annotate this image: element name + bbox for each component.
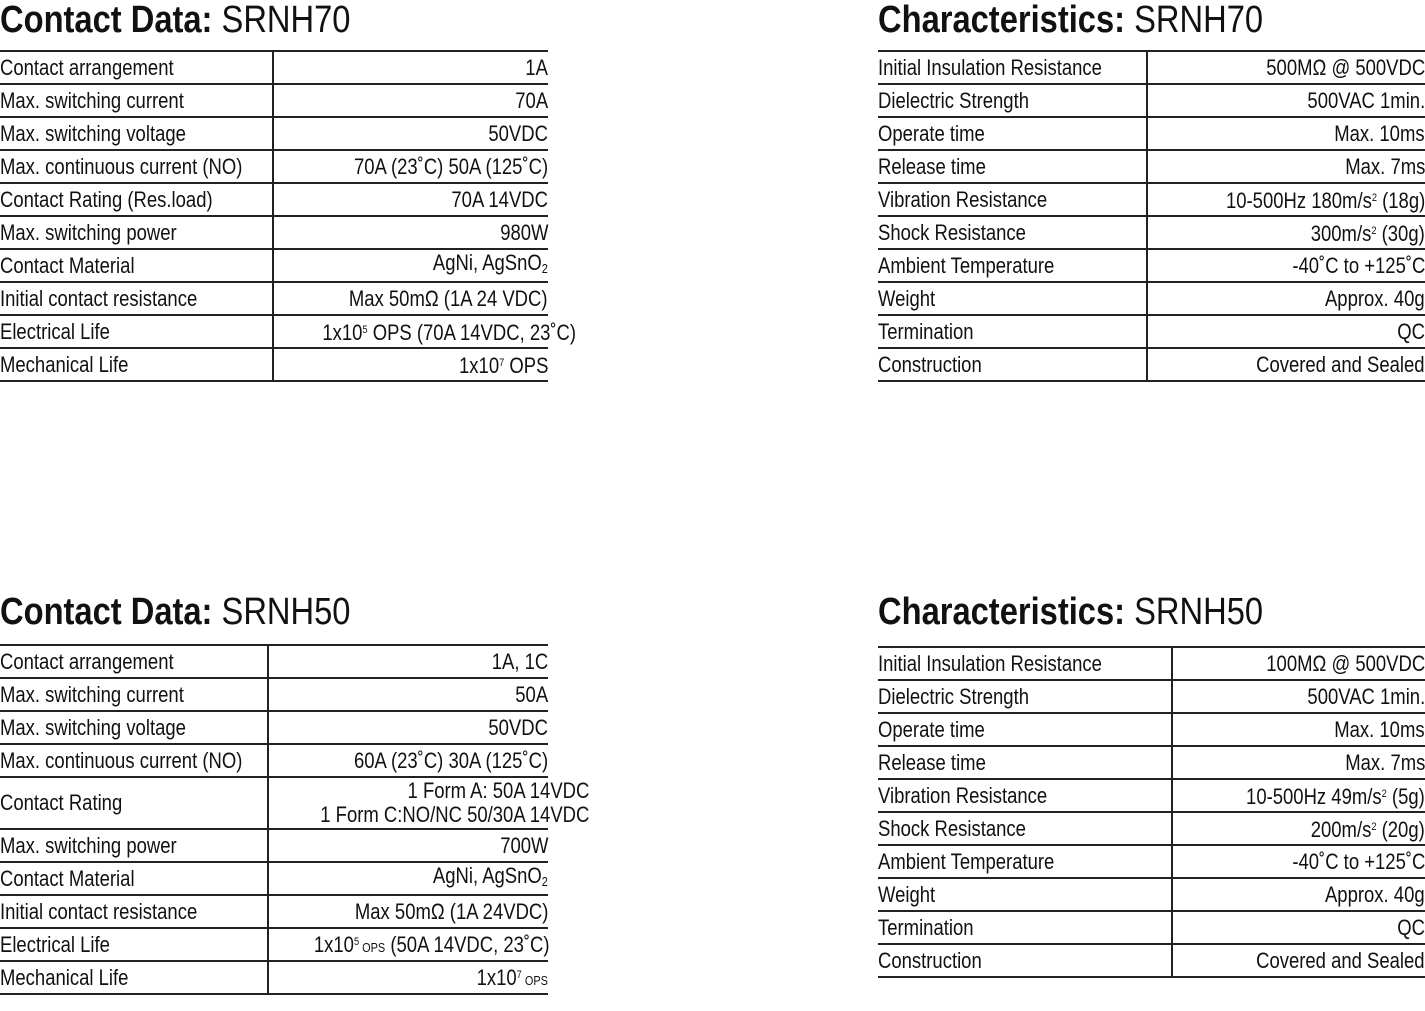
table-row [0,183,548,216]
table-row [878,117,1425,150]
row-value: Max 50mΩ (1A 24 VDC) [349,285,548,311]
row-label-cell [0,315,273,348]
row-value: Max. 7ms [1344,153,1425,179]
row-label: Max. switching voltage [0,714,186,740]
row-value: 980W [499,219,548,245]
row-value: 50A [515,681,548,707]
row-value-unit: OPS [359,939,386,955]
row-value: 1x10 [322,320,363,345]
table-row [0,117,548,150]
row-label: Shock Resistance [878,219,1026,245]
row-label: Max. switching current [0,87,184,113]
row-label-cell [0,961,268,994]
row-value-unit: OPS [521,972,548,988]
table-row [878,183,1425,216]
row-value: 1x10 [313,931,354,957]
row-value-cell [1172,878,1425,911]
row-value-cell [1172,779,1425,812]
section-title-model: SRNH70 [221,0,351,41]
section-title-model: SRNH70 [1134,0,1264,41]
row-label-cell [878,812,1172,845]
row-label: Max. continuous current (NO) [0,153,243,179]
row-label-cell [0,744,268,777]
table-row [0,744,548,777]
row-value: 100MΩ @ 500VDC [1266,650,1425,676]
row-label: Weight [878,285,936,311]
row-label: Dielectric Strength [878,87,1029,113]
row-value: Max. 10ms [1334,716,1425,742]
table-row [878,216,1425,249]
row-label-cell [0,777,268,829]
row-label: Initial contact resistance [0,898,198,924]
table-row [878,944,1425,977]
row-value: Approx. 40g [1325,881,1425,907]
row-value-cell [1147,249,1425,282]
row-label: Operate time [878,120,985,146]
table-row [878,746,1425,779]
table-row [0,829,548,862]
table-row [878,812,1425,845]
row-value: 70A 14VDC [451,186,548,212]
table-row [878,249,1425,282]
row-label: Max. switching voltage [0,120,186,146]
row-label-cell [878,779,1172,812]
row-label: Contact arrangement [0,54,174,80]
row-label-cell [878,216,1147,249]
row-label-cell [878,878,1172,911]
row-label-cell [0,895,268,928]
table-row [0,348,548,381]
section-title [0,592,350,632]
table-row [878,51,1425,84]
row-label: Release time [878,153,986,179]
row-value-cell [268,961,548,994]
row-label-cell [878,911,1172,944]
row-label-cell [0,117,273,150]
table-row [878,348,1425,381]
table-row [0,895,548,928]
row-value-cell [1172,746,1425,779]
row-value-cell [1147,183,1425,216]
row-label-cell [878,746,1172,779]
row-label-cell [0,183,273,216]
row-label-cell [878,348,1147,381]
row-value-superscript: 7 [498,357,504,369]
row-value-suffix: (50A 14VDC, 23˚C) [385,931,550,957]
row-label: Max. switching power [0,219,177,245]
row-value-cell [273,150,548,183]
row-value-cell [273,249,548,282]
row-value: 500MΩ @ 500VDC [1266,54,1425,80]
table-row [0,645,548,678]
row-value-cell [273,216,548,249]
row-value-cell [268,777,590,829]
table-row [878,647,1425,680]
row-value-subscript: 2 [541,260,548,276]
row-value-suffix: (5g) [1386,784,1425,809]
row-value-cell [1147,282,1425,315]
row-value-cell [1147,51,1425,84]
table-row [878,315,1425,348]
row-value-cell [1172,647,1425,680]
row-value-suffix: (18g) [1376,188,1425,213]
row-label: Contact arrangement [0,648,174,674]
section-title [878,592,1263,632]
row-label: Contact Rating (Res.load) [0,186,213,212]
row-label-cell [878,845,1172,878]
spec-table [878,646,1425,978]
row-value-cell [268,895,548,928]
table-row [0,711,548,744]
row-label: Mechanical Life [0,964,129,990]
row-label-cell [0,282,273,315]
table-row [0,249,548,282]
row-value-superscript: 2 [1371,821,1377,833]
row-label-cell [878,680,1172,713]
row-label: Initial contact resistance [0,285,198,311]
row-value-cell [1172,845,1425,878]
row-value-cell [1147,84,1425,117]
row-value-cell [1147,216,1425,249]
row-value-cell [268,928,548,961]
contact-data-srnh50-section [0,591,590,1007]
row-value: 200m/s [1310,817,1372,842]
row-label-cell [878,713,1172,746]
row-value-superscript: 2 [1381,788,1387,800]
row-label: Construction [878,351,982,377]
row-label-cell [878,183,1147,216]
row-value: AgNi, AgSnO [433,862,542,888]
row-value-cell [273,117,548,150]
row-label: Electrical Life [0,931,110,957]
row-label: Vibration Resistance [878,782,1048,808]
row-value: -40˚C to +125˚C [1291,848,1425,874]
row-label-cell [0,216,273,249]
row-label: Max. switching current [0,681,184,707]
characteristics-srnh50-section [878,592,1425,982]
row-label-cell [878,51,1147,84]
row-label-cell [878,944,1172,977]
row-value: 70A [515,87,548,113]
row-label-cell [878,84,1147,117]
section-title-bold: Characteristics: [878,591,1126,633]
row-label-cell [0,51,273,84]
row-value-superscript: 5 [353,935,360,948]
table-row [878,845,1425,878]
row-value-superscript: 7 [516,968,522,981]
row-value-cell [273,315,577,348]
row-label: Operate time [878,716,985,742]
section-title-model: SRNH50 [1134,591,1264,633]
row-label-cell [0,862,268,895]
row-value: 10-500Hz 49m/s [1246,784,1382,809]
table-row [0,678,548,711]
row-value-cell [1147,348,1425,381]
table-row [0,216,548,249]
row-value-cell [268,744,548,777]
row-value-cell [268,711,548,744]
row-value-suffix: (20g) [1376,817,1425,842]
row-label: Initial Insulation Resistance [878,650,1102,676]
row-value: Max. 7ms [1344,749,1425,775]
table-row [878,779,1425,812]
section-title [0,0,350,40]
table-row [0,150,548,183]
row-label-cell [0,678,268,711]
table-row [0,928,548,961]
row-value: 500VAC 1min. [1307,87,1425,113]
row-value-subscript: 2 [541,873,548,889]
row-value: Max. 10ms [1334,120,1425,146]
row-value: 1 Form A: 50A 14VDC [407,778,590,803]
row-value: 50VDC [488,120,548,146]
row-value: Covered and Sealed [1256,947,1425,973]
row-label: Mechanical Life [0,351,129,377]
row-value-superscript: 5 [362,324,368,336]
row-label: Release time [878,749,986,775]
row-value-cell [1147,315,1425,348]
section-title [878,0,1263,40]
spec-table [878,50,1425,382]
row-label-cell [878,647,1172,680]
row-value: 1A [525,54,548,80]
row-value-cell [273,183,548,216]
row-value-cell [1172,944,1425,977]
row-value: 1x10 [476,964,517,990]
row-label-cell [0,829,268,862]
row-label: Termination [878,318,974,344]
table-row [878,713,1425,746]
row-label: Initial Insulation Resistance [878,54,1102,80]
row-value-cell [1172,680,1425,713]
row-label: Vibration Resistance [878,186,1048,212]
row-value-cell [273,282,548,315]
row-value: Approx. 40g [1325,285,1425,311]
row-value: 700W [499,832,548,858]
table-row [878,150,1425,183]
row-value: 1A, 1C [491,648,548,674]
row-label: Contact Material [0,865,135,891]
table-row [0,51,548,84]
row-value: -40˚C to +125˚C [1291,252,1425,278]
row-label: Ambient Temperature [878,848,1055,874]
row-label: Dielectric Strength [878,683,1029,709]
row-value: QC [1397,318,1425,344]
row-value-suffix: OPS (70A 14VDC, 23˚C) [367,320,577,345]
row-value-cell [1147,117,1425,150]
row-label-cell [0,348,273,381]
table-row [878,911,1425,944]
row-value: 50VDC [488,714,548,740]
row-label-cell [878,150,1147,183]
row-value-suffix: (30g) [1376,221,1425,246]
characteristics-srnh70-section [878,0,1425,385]
row-value: AgNi, AgSnO [433,249,542,275]
row-value: Max 50mΩ (1A 24VDC) [354,898,548,924]
row-label-cell [0,84,273,117]
row-label-cell [878,315,1147,348]
row-label-cell [878,282,1147,315]
row-value-cell [1172,713,1425,746]
row-value-superscript: 2 [1371,225,1377,237]
row-value: 500VAC 1min. [1307,683,1425,709]
row-value-cell [273,84,548,117]
table-row [0,777,548,829]
section-title-bold: Contact Data: [0,0,213,41]
row-value: 1x10 [458,353,499,378]
table-row [878,680,1425,713]
row-value-superscript: 2 [1371,192,1377,204]
row-value-suffix: OPS [503,353,548,378]
row-value-cell [273,348,548,381]
row-label-cell [878,249,1147,282]
row-label: Shock Resistance [878,815,1026,841]
row-value: 70A (23˚C) 50A (125˚C) [353,153,548,179]
row-value-cell [268,678,548,711]
row-value: QC [1397,914,1425,940]
row-value-line2: 1 Form C:NO/NC 50/30A 14VDC [320,802,590,827]
section-title-bold: Characteristics: [878,0,1126,41]
table-row [0,961,548,994]
section-title-model: SRNH50 [221,591,351,633]
table-row [0,282,548,315]
row-value-cell [1147,150,1425,183]
row-value: 300m/s [1310,221,1372,246]
row-label-cell [0,150,273,183]
row-value-cell [268,645,548,678]
section-title-bold: Contact Data: [0,591,213,633]
row-label: Electrical Life [0,318,110,344]
table-row [0,84,548,117]
row-label-cell [878,117,1147,150]
row-value-cell [1172,812,1425,845]
spec-table [0,50,577,382]
row-value-cell [268,829,548,862]
row-label: Ambient Temperature [878,252,1055,278]
row-value-cell [273,51,548,84]
row-label-cell [0,645,268,678]
row-label-cell [0,711,268,744]
row-value: 10-500Hz 180m/s [1225,188,1372,213]
contact-data-srnh70-section [0,0,577,385]
row-value: 60A (23˚C) 30A (125˚C) [353,747,548,773]
row-label: Termination [878,914,974,940]
row-value-cell [1172,911,1425,944]
row-label: Max. switching power [0,832,177,858]
row-value: Covered and Sealed [1256,351,1425,377]
row-label: Construction [878,947,982,973]
row-label: Weight [878,881,936,907]
table-row [0,315,548,348]
row-label-cell [0,249,273,282]
table-row [878,84,1425,117]
table-row [0,862,548,895]
row-label: Contact Material [0,252,135,278]
table-row [878,878,1425,911]
row-label-cell [0,928,268,961]
spec-table [0,644,590,995]
table-row [878,282,1425,315]
row-label: Max. continuous current (NO) [0,747,243,773]
row-value-cell [268,862,548,895]
row-label: Contact Rating [0,790,123,815]
